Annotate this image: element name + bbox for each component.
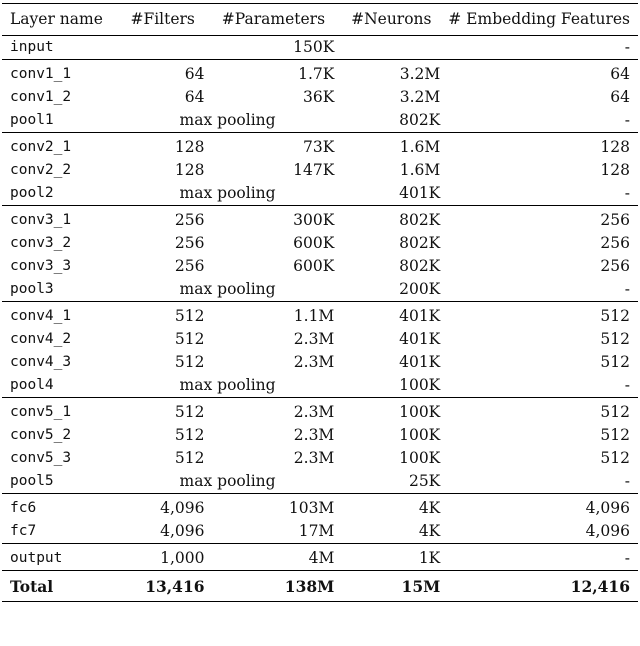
- layer-name-cell: conv5_2: [10, 427, 72, 443]
- embedding-cell: 512: [444, 398, 638, 425]
- table-row: [2, 86, 638, 109]
- table-row: [2, 447, 638, 470]
- layer-name-cell: conv2_1: [2, 133, 117, 160]
- embedding-cell: -: [624, 376, 630, 394]
- parameters-cell: 103M: [209, 494, 339, 521]
- pool-row: [2, 470, 638, 494]
- table-row: [2, 520, 638, 544]
- layer-table: [2, 3, 638, 602]
- neurons-cell: 802K: [399, 111, 441, 129]
- filters-cell: 128: [174, 161, 205, 179]
- table-row: [2, 351, 638, 374]
- embedding-cell: 4,096: [585, 522, 630, 540]
- parameters-cell: 2.3M: [293, 426, 335, 444]
- neurons-cell: 3.2M: [399, 88, 441, 106]
- pooling-cell: max pooling: [179, 376, 276, 394]
- layer-name-cell: output: [2, 544, 117, 571]
- neurons-cell: 1K: [338, 544, 444, 571]
- layer-name-cell: conv4_1: [2, 302, 117, 329]
- pool-row: [2, 374, 638, 398]
- table-row: [2, 544, 638, 571]
- embedding-cell: -: [624, 280, 630, 298]
- embedding-cell: -: [624, 111, 630, 129]
- layer-name-cell: input: [10, 39, 54, 55]
- neurons-cell: [338, 36, 444, 60]
- filters-cell: 256: [117, 206, 209, 233]
- parameters-cell: 2.3M: [209, 398, 339, 425]
- embedding-cell: 128: [444, 133, 638, 160]
- pooling-cell: max pooling: [179, 280, 276, 298]
- parameters-cell: 1.1M: [209, 302, 339, 329]
- filters-cell: 512: [174, 426, 205, 444]
- parameters-cell: 2.3M: [293, 449, 335, 467]
- header-parameters: #Parameters: [209, 4, 339, 36]
- layer-name-cell: conv1_1: [2, 60, 117, 87]
- embedding-cell: 256: [444, 206, 638, 233]
- neurons-cell: 401K: [399, 353, 441, 371]
- table-row: [2, 36, 638, 60]
- embedding-cell: 4,096: [444, 494, 638, 521]
- header-embedding-features: # Embedding Features: [444, 4, 638, 36]
- table-row: [2, 398, 638, 425]
- parameters-cell: 300K: [209, 206, 339, 233]
- embedding-cell: 512: [600, 426, 630, 444]
- neurons-cell: 4K: [338, 494, 444, 521]
- neurons-cell: 100K: [338, 398, 444, 425]
- neurons-cell: 1.6M: [399, 161, 441, 179]
- embedding-cell: -: [624, 38, 630, 56]
- pooling-cell: max pooling: [179, 184, 276, 202]
- filters-cell: 4,096: [117, 494, 209, 521]
- total-filters: 13,416: [117, 571, 209, 602]
- filters-cell: 512: [174, 449, 205, 467]
- filters-cell: 64: [184, 88, 205, 106]
- layer-name-cell: pool1: [10, 112, 54, 128]
- neurons-cell: 1.6M: [338, 133, 444, 160]
- filters-cell: 512: [117, 302, 209, 329]
- pooling-cell: max pooling: [179, 472, 276, 490]
- embedding-cell: 64: [444, 60, 638, 87]
- parameters-cell: 600K: [293, 257, 335, 275]
- neurons-cell: 401K: [338, 302, 444, 329]
- layer-name-cell: pool2: [10, 185, 54, 201]
- layer-name-cell: conv3_1: [2, 206, 117, 233]
- parameters-cell: 36K: [303, 88, 335, 106]
- parameters-cell: 600K: [293, 234, 335, 252]
- layer-name-cell: fc7: [10, 523, 37, 539]
- layer-name-cell: pool3: [10, 281, 54, 297]
- parameters-cell: 4M: [209, 544, 339, 571]
- layer-name-cell: pool5: [10, 473, 54, 489]
- header-neurons: #Neurons: [338, 4, 444, 36]
- header-row: [2, 4, 638, 36]
- embedding-cell: 128: [600, 161, 630, 179]
- total-embedding: 12,416: [444, 571, 638, 602]
- filters-cell: 512: [174, 330, 205, 348]
- filters-cell: 128: [117, 133, 209, 160]
- neurons-cell: 3.2M: [338, 60, 444, 87]
- table-body: [2, 36, 638, 602]
- parameters-cell: 147K: [293, 161, 335, 179]
- neurons-cell: 802K: [399, 257, 441, 275]
- embedding-cell: 512: [600, 353, 630, 371]
- neurons-cell: 100K: [399, 426, 441, 444]
- embedding-cell: -: [624, 472, 630, 490]
- filters-cell: 4,096: [160, 522, 205, 540]
- parameters-cell: 2.3M: [293, 353, 335, 371]
- table-row: [2, 232, 638, 255]
- header-layer-name: Layer name: [2, 4, 117, 36]
- header-filters: #Filters: [117, 4, 209, 36]
- table-row: [2, 206, 638, 233]
- filters-cell: 1,000: [117, 544, 209, 571]
- neurons-cell: 401K: [399, 184, 441, 202]
- embedding-cell: 512: [600, 330, 630, 348]
- table-row: [2, 302, 638, 329]
- filters-cell: 512: [117, 398, 209, 425]
- layer-name-cell: conv4_2: [10, 331, 72, 347]
- table-row: [2, 255, 638, 278]
- parameters-cell: 1.7K: [209, 60, 339, 87]
- embedding-cell: -: [444, 544, 638, 571]
- layer-name-cell: conv5_3: [10, 450, 72, 466]
- total-parameters: 138M: [209, 571, 339, 602]
- total-neurons: 15M: [338, 571, 444, 602]
- table-row: [2, 60, 638, 87]
- pool-row: [2, 182, 638, 206]
- neurons-cell: 200K: [399, 280, 441, 298]
- layer-name-cell: conv4_3: [10, 354, 72, 370]
- table-row: [2, 159, 638, 182]
- layer-name-cell: conv3_3: [10, 258, 72, 274]
- neurons-cell: 100K: [399, 449, 441, 467]
- embedding-cell: 512: [600, 449, 630, 467]
- layer-name-cell: conv2_2: [10, 162, 72, 178]
- embedding-cell: 256: [600, 257, 630, 275]
- table-row: [2, 133, 638, 160]
- pool-row: [2, 278, 638, 302]
- total-row: [2, 571, 638, 602]
- neurons-cell: 802K: [338, 206, 444, 233]
- filters-cell: 256: [174, 257, 205, 275]
- layer-name-cell: conv3_2: [10, 235, 72, 251]
- parameters-cell: 17M: [298, 522, 335, 540]
- filters-cell: [117, 36, 209, 60]
- embedding-cell: -: [624, 184, 630, 202]
- embedding-cell: 64: [610, 88, 630, 106]
- filters-cell: 64: [117, 60, 209, 87]
- layer-name-cell: conv1_2: [10, 89, 72, 105]
- parameters-cell: 2.3M: [293, 330, 335, 348]
- pool-row: [2, 109, 638, 133]
- neurons-cell: 100K: [399, 376, 441, 394]
- neurons-cell: 401K: [399, 330, 441, 348]
- total-label: Total: [2, 571, 117, 602]
- embedding-cell: 512: [444, 302, 638, 329]
- table-row: [2, 328, 638, 351]
- neurons-cell: 4K: [418, 522, 441, 540]
- table-row: [2, 494, 638, 521]
- table-row: [2, 424, 638, 447]
- embedding-cell: 256: [600, 234, 630, 252]
- layer-name-cell: pool4: [10, 377, 54, 393]
- pooling-cell: max pooling: [179, 111, 276, 129]
- parameters-cell: 73K: [209, 133, 339, 160]
- layer-name-cell: conv5_1: [2, 398, 117, 425]
- filters-cell: 256: [174, 234, 205, 252]
- layer-name-cell: fc6: [2, 494, 117, 521]
- parameters-cell: 150K: [293, 38, 335, 56]
- neurons-cell: 802K: [399, 234, 441, 252]
- neurons-cell: 25K: [408, 472, 441, 490]
- filters-cell: 512: [174, 353, 205, 371]
